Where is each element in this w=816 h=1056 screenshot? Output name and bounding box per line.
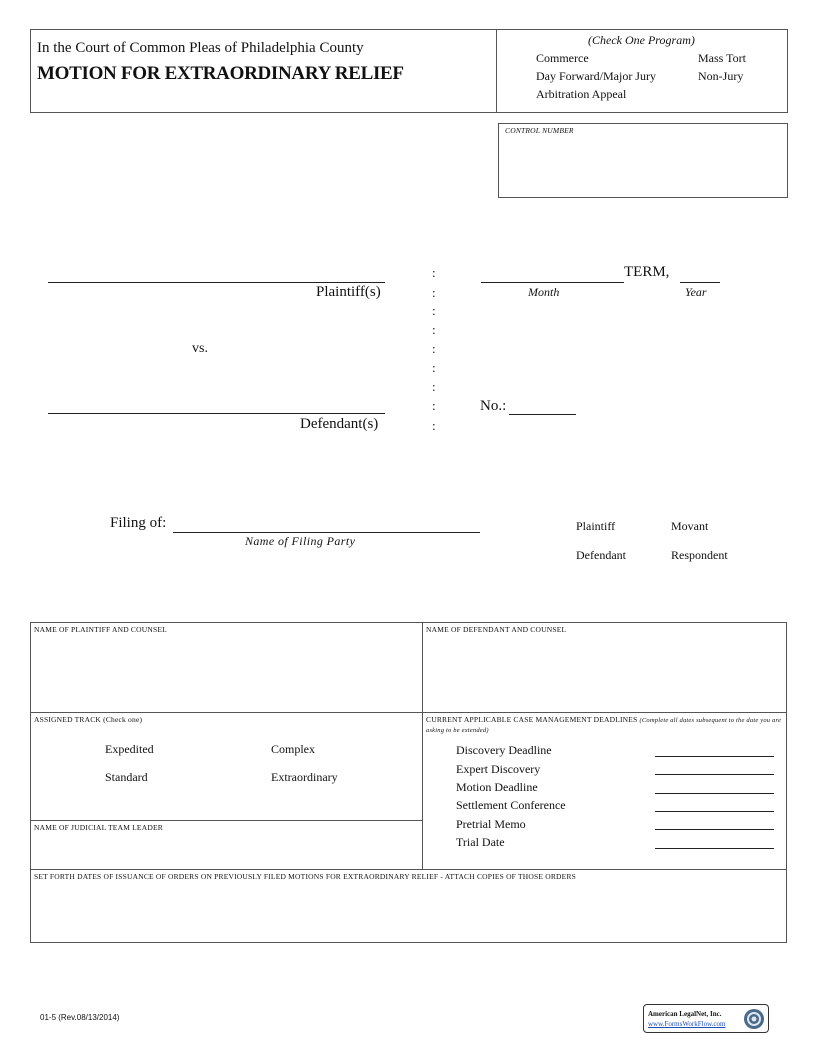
filing-option-defendant[interactable]: Defendant: [576, 548, 626, 562]
deadline-field-motion[interactable]: [655, 793, 774, 794]
deadline-field-pretrial[interactable]: [655, 829, 774, 830]
filing-of-label: Filing of:: [110, 515, 167, 531]
court-name: In the Court of Common Pleas of Philadelphia County: [37, 40, 364, 56]
caption-colon: :: [432, 285, 436, 300]
year-label: Year: [685, 285, 707, 299]
filing-party-sublabel: Name of Filing Party: [245, 534, 356, 548]
caption-colon: :: [432, 265, 436, 280]
deadline-field-trial[interactable]: [655, 848, 774, 849]
month-label: Month: [528, 285, 560, 299]
deadline-label-pretrial: Pretrial Memo: [456, 817, 526, 831]
deadline-label-settlement: Settlement Conference: [456, 798, 566, 812]
deadline-label-trial: Trial Date: [456, 835, 505, 849]
control-number-label: CONTROL NUMBER: [505, 126, 574, 135]
header-divider: [496, 29, 497, 113]
vs-label: vs.: [192, 341, 208, 356]
plaintiff-label: Plaintiff(s): [316, 284, 381, 300]
caption-colon: :: [432, 398, 436, 413]
table-hdivider: [30, 712, 787, 713]
deadline-field-expert-discovery[interactable]: [655, 774, 774, 775]
program-option-day-forward[interactable]: Day Forward/Major Jury: [536, 69, 656, 83]
plaintiff-counsel-label: NAME OF PLAINTIFF AND COUNSEL: [34, 625, 167, 634]
plaintiff-name-line[interactable]: [48, 282, 385, 283]
filing-option-plaintiff[interactable]: Plaintiff: [576, 519, 616, 533]
case-number-label: No.:: [480, 398, 507, 414]
globe-icon: [743, 1008, 765, 1030]
assigned-track-label: ASSIGNED TRACK (Check one): [34, 715, 143, 724]
table-hdivider: [30, 820, 422, 821]
track-option-extraordinary[interactable]: Extraordinary: [271, 770, 338, 784]
defendant-name-line[interactable]: [48, 413, 385, 414]
program-option-arbitration[interactable]: Arbitration Appeal: [536, 87, 627, 101]
page-title: MOTION FOR EXTRAORDINARY RELIEF: [37, 63, 404, 84]
caption-colon: :: [432, 322, 436, 337]
table-vdivider: [422, 622, 423, 869]
caption-colon: :: [432, 360, 436, 375]
defendant-label: Defendant(s): [300, 416, 379, 432]
deadline-label-discovery: Discovery Deadline: [456, 743, 552, 757]
deadlines-note: (Complete all dates subsequent to the date you are asking to be extended): [426, 717, 782, 734]
deadlines-title-text: CURRENT APPLICABLE CASE MANAGEMENT DEADLINES: [426, 715, 638, 724]
caption-colon: :: [432, 341, 436, 356]
term-month-line[interactable]: [481, 282, 624, 283]
form-number: 01-5 (Rev.08/13/2014): [40, 1013, 120, 1022]
term-year-line[interactable]: [680, 282, 720, 283]
deadlines-title: [426, 715, 782, 735]
publisher-logo[interactable]: [643, 1004, 769, 1033]
program-option-non-jury[interactable]: Non-Jury: [698, 69, 744, 83]
prior-orders-label: SET FORTH DATES OF ISSUANCE OF ORDERS ON PREVIOUSLY FILED MOTIONS FOR EXTRAORDINARY RELIEF - ATTACH COPIES OF THOSE ORDERS: [34, 872, 577, 881]
track-option-expedited[interactable]: Expedited: [105, 742, 154, 756]
deadline-label-motion: Motion Deadline: [456, 780, 538, 794]
track-option-standard[interactable]: Standard: [105, 770, 148, 784]
caption-colon: :: [432, 379, 436, 394]
publisher-name: American LegalNet, Inc.: [648, 1010, 722, 1018]
defendant-counsel-label: NAME OF DEFENDANT AND COUNSEL: [426, 625, 567, 634]
case-number-line[interactable]: [509, 414, 576, 415]
track-option-complex[interactable]: Complex: [271, 742, 315, 756]
caption-colon: :: [432, 418, 436, 433]
deadline-label-expert-discovery: Expert Discovery: [456, 762, 541, 776]
table-hdivider: [30, 869, 787, 870]
deadline-field-discovery[interactable]: [655, 756, 774, 757]
caption-colon: :: [432, 303, 436, 318]
filing-party-line[interactable]: [173, 532, 480, 533]
publisher-url[interactable]: www.FormsWorkFlow.com: [648, 1020, 726, 1028]
program-option-commerce[interactable]: Commerce: [536, 51, 589, 65]
program-prompt: (Check One Program): [588, 33, 695, 47]
filing-option-respondent[interactable]: Respondent: [671, 548, 728, 562]
program-option-mass-tort[interactable]: Mass Tort: [698, 51, 746, 65]
deadline-field-settlement[interactable]: [655, 811, 774, 812]
filing-option-movant[interactable]: Movant: [671, 519, 709, 533]
judicial-team-leader-label: NAME OF JUDICIAL TEAM LEADER: [34, 823, 163, 832]
term-label: TERM,: [624, 264, 670, 280]
